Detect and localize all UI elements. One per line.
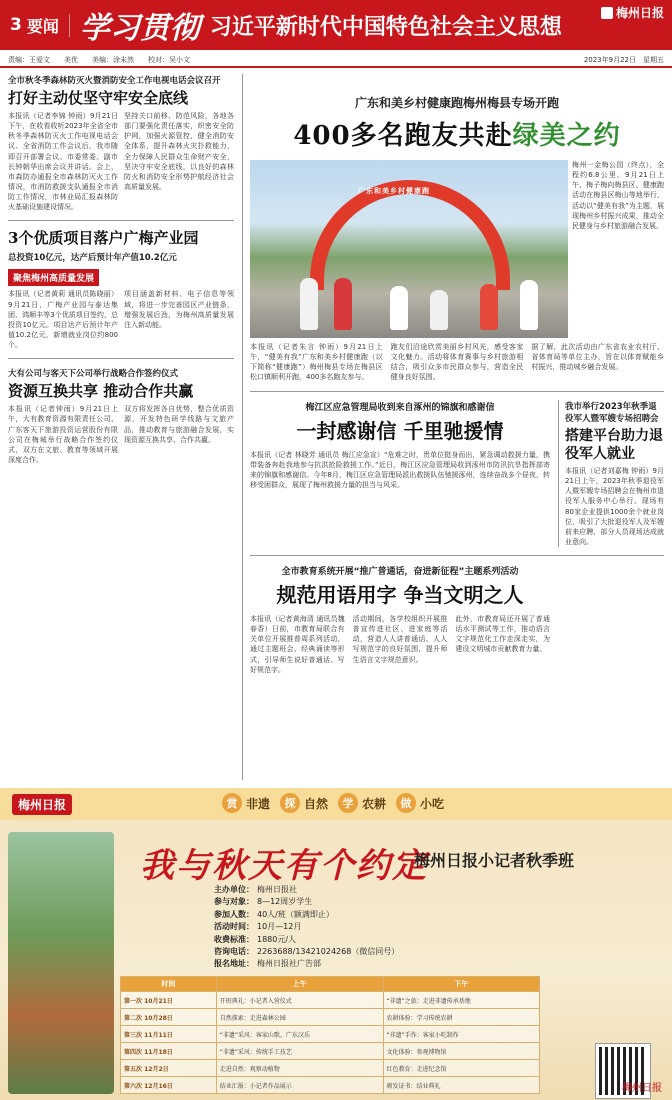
feature-headline-part: 400多名跑友共赴 — [293, 121, 513, 151]
table-cell-date: 第六次 12月16日 — [121, 1077, 217, 1094]
slogan-mark: 做 — [396, 793, 416, 813]
article-body — [8, 404, 234, 465]
article-body — [8, 289, 234, 350]
rescue-article — [250, 400, 550, 548]
editors-bar — [0, 52, 672, 68]
article-headline: 一封感谢信 千里驰援情 — [296, 418, 504, 443]
feature-header — [250, 94, 664, 152]
page-number: 3 — [10, 15, 23, 35]
article-text: 坚持关口前移、防范风险，各地各部门要强化责任落实，织密安全防护网，加强火源管控，健全消防安全体系，提升森林火灾扑救能力，全力保障人民群众生命财产安全，坚决守牢安全底线，以良好的森林防火和消防安全形势护航经济社会高质量发展。 — [124, 112, 234, 191]
ad-info-value: 2263688/13421024268（微信同号） — [257, 946, 400, 956]
ad-slogans — [222, 793, 450, 813]
article-text: 双方将发挥各自优势，整合优质资源，开发特色研学线路与文旅产品，推动教育与旅游融合发展，实现资源互换共享、合作共赢。 — [124, 405, 234, 444]
article-kicker: 全市教育系统开展“推广普通话，奋进新征程”主题系列活动 — [281, 567, 519, 578]
runner-figure — [390, 286, 408, 330]
article-text: 本报讯（记者黄海清 通讯员魏春香）日前，市教育局联合有关单位开展推普周系列活动，通过主题班会、经典诵读等形式，引导师生说好普通话、写好规范字。 — [250, 615, 345, 674]
ad-info-value: 8—12周岁学生 — [257, 897, 313, 907]
schedule-table — [120, 976, 540, 1094]
article-text: 本报讯（记者钟雨）9月21日上午，大有教育资源有限责任公司、广东客天下旅游投资运营股份有限公司在梅城举行战略合作签约仪式，双方在文旅、教育等领域开展深度合作。 — [8, 405, 118, 464]
ad-photo — [8, 832, 114, 1094]
table-cell: “非遗”之旅：走进非遗传承基地 — [383, 992, 540, 1009]
article-kicker: 全市秋冬季森林防灭火暨消防安全工作电视电话会议召开 — [8, 76, 221, 86]
editors-line: 责编：王爱文 美优 美编：涂未然 校对：吴小文 — [8, 56, 190, 64]
article-text: 跑友们沿途欣赏美丽乡村风光，感受客家文化魅力。活动将体育赛事与乡村旅游相结合，吸引众多市民群众参与，营造全民健身良好氛围。 — [390, 343, 524, 382]
table-cell: 红色教育：走进纪念馆 — [383, 1060, 540, 1077]
runner-figure — [480, 284, 498, 330]
paper-logo-icon — [601, 7, 613, 19]
article-headline: 打好主动仗坚守牢安全底线 — [8, 89, 189, 107]
language-article — [250, 564, 550, 675]
article-text: 本报讯（记者 林晓芳 通讯员 梅江应急宣）“危难之时，贵单位挺身而出，紧急调动救援力量，携带装备奔赴我地参与抗洪抢险救援工作。”近日，梅江区应急管理局收到涿州市防汛抗旱指挥部寄来的锦旗和感谢信。今年8月，梅江区应急管理局派出救援队伍驰援涿州，连续奋战多个昼夜，转移受困群众，展现了梅州救援力量的担当与风采。 — [250, 450, 550, 489]
feature-headline-accent: 绿美之约 — [512, 121, 621, 151]
ad-info-value: 梅州日报社 — [257, 885, 297, 894]
table-cell: “非遗”采风：客家山歌、广东汉乐 — [216, 1026, 383, 1043]
ad-info-row — [214, 958, 464, 970]
table-cell: 结业汇报：小记者作品展示 — [216, 1077, 383, 1094]
rescue-section — [250, 400, 664, 548]
article-headline: 资源互换共享 推动合作共赢 — [8, 382, 194, 401]
runner-figure — [520, 280, 538, 330]
paper-logo-text: 梅州日报 — [615, 6, 664, 20]
table-cell-date: 第三次 11月11日 — [121, 1026, 217, 1043]
table-cell-date: 第五次 12月2日 — [121, 1060, 217, 1077]
photo-caption: 本报讯（记者朱言 钟雨）9月21日上午，“健美有我”广东和美乡村健康跑（以下简称“健康跑”）梅州梅县专场在梅县区松口镇顺利开跑，400多名跑友参与。 — [250, 343, 383, 382]
ad-info-key: 主办单位： — [214, 885, 254, 894]
table-row — [121, 1026, 540, 1043]
table-header: 时间 — [121, 977, 217, 992]
ad-paper-logo: 梅州日报 — [12, 794, 72, 815]
ad-info-value: 梅州日报社广告部 — [257, 959, 321, 969]
table-row — [121, 1060, 540, 1077]
article-body — [250, 614, 550, 675]
article-kicker: 大有公司与客天下公司举行战略合作签约仪式 — [8, 369, 179, 380]
slogan-text: 自然 — [304, 796, 329, 811]
feature-photo — [250, 160, 568, 338]
article-text: 本报讯（记者刘嘉梅 钟雨）9月21日上午，2023年秋季退役军人暨军嫂专场招聘会在梅州市退役军人服务中心举行。现场有80家企业提供1000余个就业岗位，吸引了大批退役军人及军嫂前来应聘，部分人员现场达成就业意向。 — [565, 466, 664, 546]
ad-info-key: 参与对象： — [214, 897, 254, 907]
issue-date: 2023年9月22日 星期五 — [583, 56, 664, 64]
divider — [250, 555, 664, 556]
table-cell: 颁发证书：结业典礼 — [383, 1077, 540, 1094]
ad-subtitle: 梅州日报小记者秋季班 — [414, 851, 575, 870]
advertisement — [0, 788, 672, 1100]
divider — [8, 220, 234, 221]
ad-info-row — [214, 909, 464, 921]
runner-figure — [334, 278, 352, 330]
article-text: 梅州一金梅公园（终点），全程约6.8公里。9月21日上午，梅子梅向梅县区。健康跑活动在梅县区梅山等地举行，活动以“健美有我”为主题，展现梅州乡村振兴成果，推动全民健身与乡村旅游融合发展。 — [572, 161, 664, 230]
article-text: 活动期间，各学校组织开展推普宣传进社区、进家庭等活动，营造人人讲普通话、人人写规范字的良好氛围，提升师生语言文字规范意识。 — [352, 615, 448, 664]
article-kicker: 我市举行2023年秋季退役军人暨军嫂专场招聘会 — [565, 401, 659, 424]
article-subline: 总投资10亿元，达产后预计年产值10.2亿元 — [8, 253, 177, 264]
runner-figure — [430, 290, 448, 330]
feature-headline — [250, 115, 664, 152]
footer-watermark: 梅州日报 — [622, 1083, 662, 1094]
table-cell-date: 第二次 10月28日 — [121, 1009, 217, 1026]
ad-info-row — [214, 884, 464, 896]
slogan-mark: 探 — [280, 793, 300, 813]
slogan-sub: 习近平新时代中国特色社会主义思想 — [209, 14, 562, 40]
table-header: 下午 — [383, 977, 540, 992]
ad-info-key: 咨询电话： — [214, 946, 254, 956]
divider — [250, 391, 664, 392]
table-cell: “非遗”采风：传统手工技艺 — [216, 1043, 383, 1060]
ad-info-row — [214, 921, 464, 933]
left-column — [8, 74, 234, 465]
ad-info-key: 活动时间： — [214, 922, 254, 932]
table-cell: 文化体验：参观博物馆 — [383, 1043, 540, 1060]
article-headline: 搭建平台助力退役军人就业 — [565, 427, 663, 462]
ad-info-key: 参加人数： — [214, 909, 254, 919]
ad-info-list — [214, 884, 464, 971]
section-label: 要闻 — [27, 14, 70, 37]
ad-info-row — [214, 946, 464, 958]
table-row — [121, 1043, 540, 1060]
race-arch — [310, 180, 510, 290]
table-cell: “非遗”手作：客家小吃制作 — [383, 1026, 540, 1043]
ad-info-value: 10月—12月 — [257, 922, 302, 932]
article-text: 项目涵盖新材料、电子信息等领域，将进一步完善园区产业链条，增强发展后劲，为梅州高质量发展注入新动能。 — [124, 290, 234, 329]
masthead — [0, 0, 672, 50]
ad-title: 我与秋天有个约定 — [140, 846, 428, 886]
article-text: 此外，市教育局还开展了普通话水平测试等工作，推动语言文字规范化工作走深走实，为建设文明城市贡献教育力量。 — [455, 615, 550, 654]
slogan-main: 学习贯彻 — [79, 11, 200, 46]
article-text: 本报讯（记者黄莉 通讯员陈晓丽）9月21日，广梅产业园与泰达集团、鸿顺丰等3个优质项目签约，总投资10亿元。项目达产后预计年产值10.2亿元，新增就业岗位约800个。 — [8, 290, 118, 350]
article-text: 本报讯（记者李锦 钟雨）9月21日下午，在收看收听2023年全省全市秋冬季森林防灭火工作电视电话会议、全省消防工作会议后，我市随即召开部署会议。市委常委、副市长钟朝华出席会议并讲话。会上，市森防办通报全市森林防灭火工作情况，市消防救援支队通报全市消防工作情况，市林业局汇报森林防火基础设施建设情况。 — [8, 112, 118, 212]
feature-body — [250, 342, 664, 675]
veterans-article — [558, 400, 664, 548]
article-headline: 3个优质项目落户广梅产业园 — [8, 229, 199, 248]
table-row — [121, 1009, 540, 1026]
ad-info-value: 1880元/人 — [257, 934, 297, 944]
table-row — [121, 992, 540, 1009]
ad-info-key: 报名地址： — [214, 959, 254, 969]
paper-logo — [601, 4, 664, 21]
slogan-text: 农耕 — [362, 796, 387, 811]
arch-text: 广东和美乡村健康跑 — [358, 187, 430, 195]
slogan-text: 小吃 — [420, 796, 445, 811]
slogan-mark: 赏 — [222, 793, 242, 813]
article-body — [8, 111, 234, 212]
slogan-mark: 学 — [338, 793, 358, 813]
feature-body-columns — [250, 342, 664, 383]
table-cell: 走进自然：观察动植物 — [216, 1060, 383, 1077]
feature-kicker: 广东和美乡村健康跑梅州梅县专场开跑 — [354, 96, 559, 110]
ad-info-row — [214, 896, 464, 908]
table-row — [121, 1077, 540, 1094]
ad-info-value: 40人/班（额满即止） — [257, 909, 334, 919]
table-cell: 自然探索：走进森林公园 — [216, 1009, 383, 1026]
article-headline: 规范用语用字 争当文明之人 — [276, 583, 524, 608]
article-kicker: 梅江区应急管理局收到来自涿州的锦旗和感谢信 — [305, 402, 495, 413]
table-cell: 开班典礼：小记者入营仪式 — [216, 992, 383, 1009]
table-cell-date: 第一次 10月21日 — [121, 992, 217, 1009]
section-band-tag: 聚焦梅州高质量发展 — [8, 269, 99, 286]
table-cell: 农耕体验：学习传统农耕 — [383, 1009, 540, 1026]
ad-info-key: 收费标准： — [214, 934, 254, 944]
divider — [8, 358, 234, 359]
article-text: 据了解，此次活动由广东省农业农村厅、省体育局等单位主办，旨在以体育赋能乡村振兴，推动城乡融合发展。 — [531, 343, 664, 372]
feature-side-text — [572, 160, 664, 231]
table-header-row — [121, 977, 540, 992]
slogan-text: 非遗 — [246, 796, 271, 811]
table-cell-date: 第四次 11月18日 — [121, 1043, 217, 1060]
runner-figure — [300, 278, 318, 330]
table-header: 上午 — [216, 977, 383, 992]
ad-info-row — [214, 934, 464, 946]
column-divider — [242, 74, 243, 780]
